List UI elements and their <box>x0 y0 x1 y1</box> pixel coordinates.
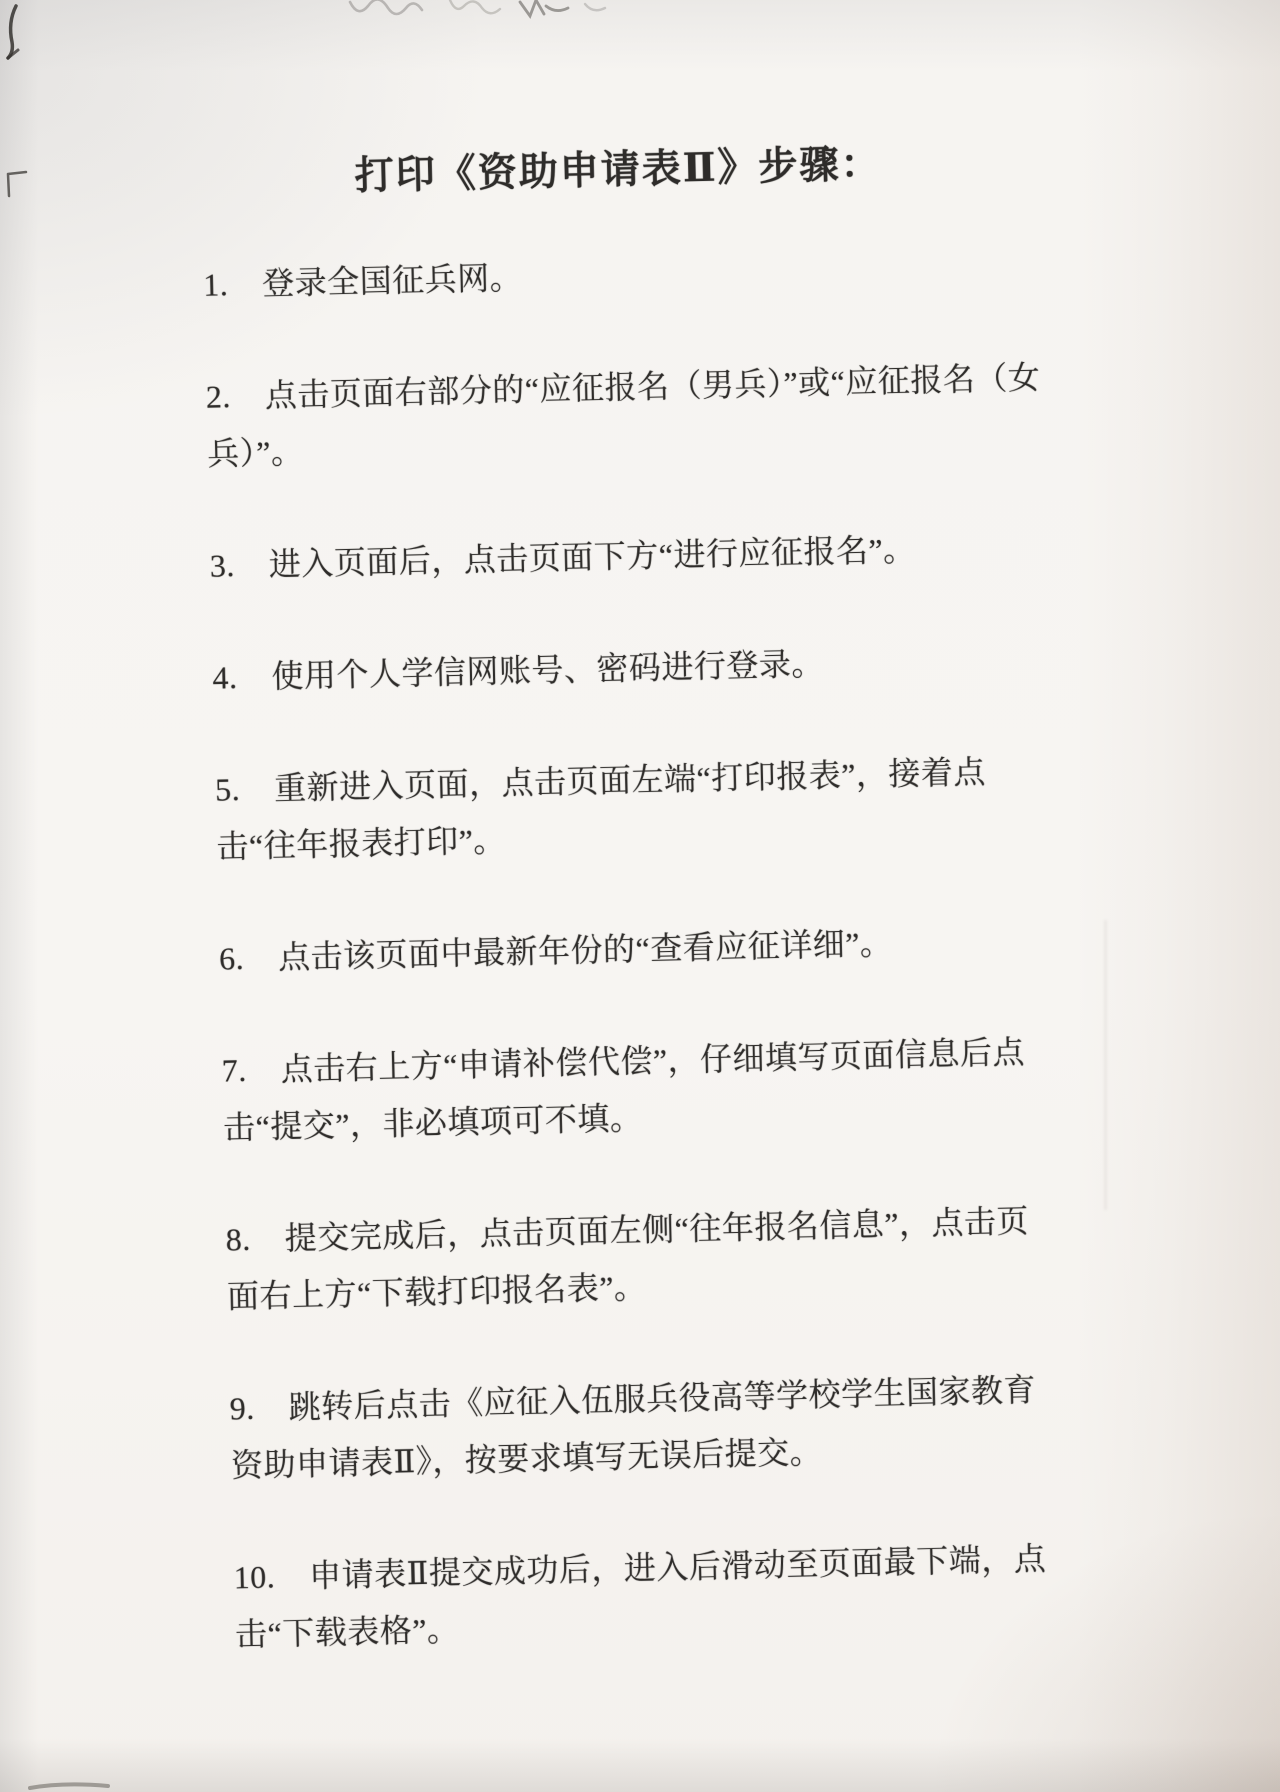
step-item <box>203 237 1039 314</box>
step-text: 进入页面后，点击页面下方“进行应征报名”。 <box>268 531 916 583</box>
step-number: 2. <box>205 378 232 415</box>
page-title: 打印《资助申请表Ⅱ》步骤： <box>354 142 883 199</box>
step-text: 使用个人学信网账号、密码进行登录。 <box>271 645 825 695</box>
step-item <box>229 1361 1066 1495</box>
step-item <box>214 742 1051 876</box>
paper-crease <box>1104 920 1107 1210</box>
step-text: 点击该页面中最新年份的“查看应征详细”。 <box>277 924 893 976</box>
step-number: 8. <box>225 1220 252 1258</box>
step-text: 申请表Ⅱ提交成功后，进入后滑动至页面最下端，点击“下载表格”。 <box>234 1540 1047 1653</box>
step-number: 6. <box>218 940 245 977</box>
step-number: 1. <box>202 266 229 303</box>
step-item <box>225 1192 1062 1326</box>
step-text: 登录全国征兵网。 <box>261 259 523 302</box>
step-number: 7. <box>221 1051 248 1089</box>
handwriting-scribble-artifact <box>330 0 630 30</box>
step-text: 提交完成后，点击页面左侧“往年报名信息”，点击页面右上方“下载打印报名表”。 <box>226 1202 1030 1315</box>
step-item <box>218 911 1054 988</box>
step-number: 9. <box>229 1389 256 1427</box>
bottom-edge-mark-artifact <box>24 1778 114 1792</box>
scanned-page <box>200 133 1072 1718</box>
step-text: 跳转后点击《应征入伍服兵役高等学校学生国家教育资助申请表Ⅱ》，按要求填写无误后提交。 <box>230 1371 1037 1484</box>
step-number: 3. <box>209 547 236 584</box>
step-item <box>205 349 1042 483</box>
corner-bracket-artifact <box>2 162 38 206</box>
step-text: 点击页面右部分的“应征报名（男兵）”或“应征报名（女兵）”。 <box>206 359 1041 472</box>
pen-mark-artifact <box>0 2 40 72</box>
step-number: 10. <box>233 1558 276 1596</box>
step-text: 点击右上方“申请补偿代偿”，仔细填写页面信息后点击“提交”，非必填项可不填。 <box>222 1033 1026 1146</box>
step-item <box>233 1530 1070 1664</box>
step-item <box>209 518 1045 595</box>
step-item <box>212 630 1048 707</box>
step-text: 重新进入页面，点击页面左端“打印报表”，接着点击“往年报表打印”。 <box>216 753 987 865</box>
step-number: 5. <box>214 771 241 808</box>
step-item <box>221 1023 1058 1157</box>
step-number: 4. <box>212 659 238 696</box>
